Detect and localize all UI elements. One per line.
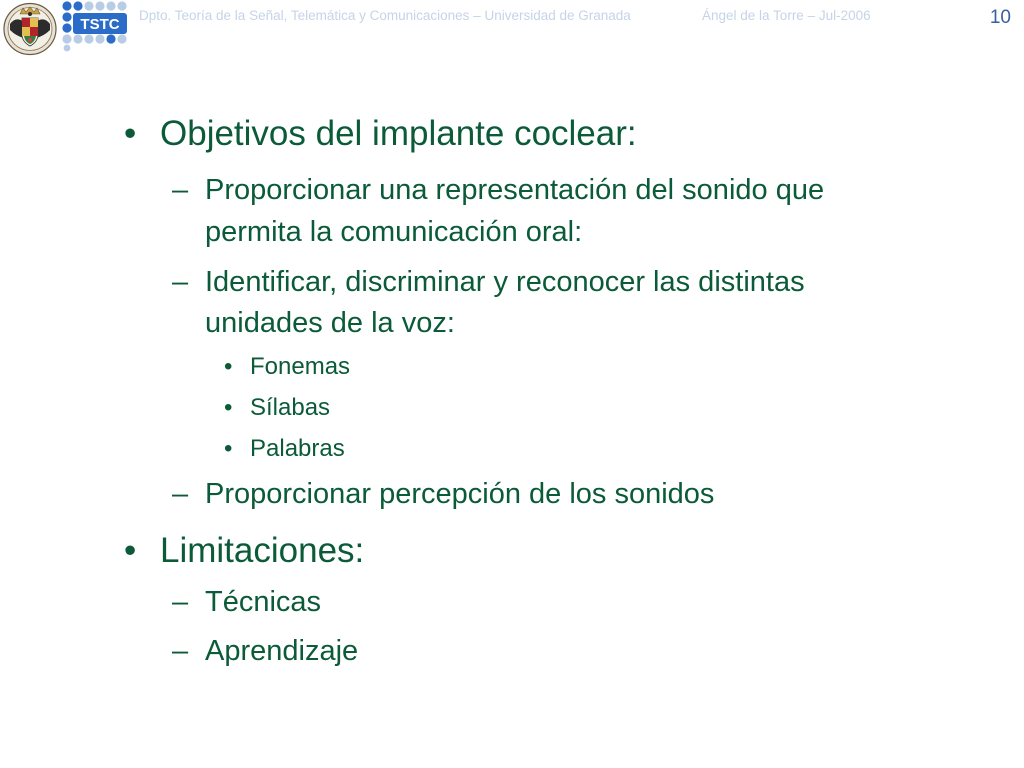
slide-number: 10 — [989, 7, 1011, 28]
item-representacion-line1: Proporcionar una representación del sonido que — [205, 174, 825, 206]
item-aprendizaje: Aprendizaje — [205, 635, 359, 667]
dash-marker: – — [172, 266, 189, 298]
dash-marker: – — [172, 635, 189, 667]
sub-bullet-marker: • — [224, 394, 233, 421]
item-representacion-line2: permita la comunicación oral: — [205, 216, 583, 248]
dash-marker: – — [172, 174, 189, 206]
sub-bullet-marker: • — [224, 353, 233, 380]
heading-objetivos: Objetivos del implante coclear: — [160, 114, 637, 153]
header-department: Dpto. Teoría de la Señal, Telemática y Comunicaciones – Universidad de Granada — [139, 8, 631, 23]
header-author: Ángel de la Torre – Jul-2006 — [702, 8, 871, 23]
heading-limitaciones: Limitaciones: — [160, 531, 365, 570]
item-percepcion: Proporcionar percepción de los sonidos — [205, 478, 715, 510]
dash-marker: – — [172, 478, 189, 510]
tstc-logo-text: TSTC — [80, 16, 120, 33]
item-tecnicas: Técnicas — [205, 586, 322, 618]
sub-bullet-marker: • — [224, 435, 233, 462]
dash-marker: – — [172, 586, 189, 618]
subitem-fonemas: Fonemas — [250, 353, 351, 380]
subitem-palabras: Palabras — [250, 435, 345, 462]
subitem-silabas: Sílabas — [250, 394, 331, 421]
item-identificar-line2: unidades de la voz: — [205, 307, 455, 339]
item-identificar-line1: Identificar, discriminar y reconocer las distintas — [205, 266, 805, 298]
bullet-marker: • — [124, 531, 137, 570]
bullet-marker: • — [124, 114, 137, 153]
